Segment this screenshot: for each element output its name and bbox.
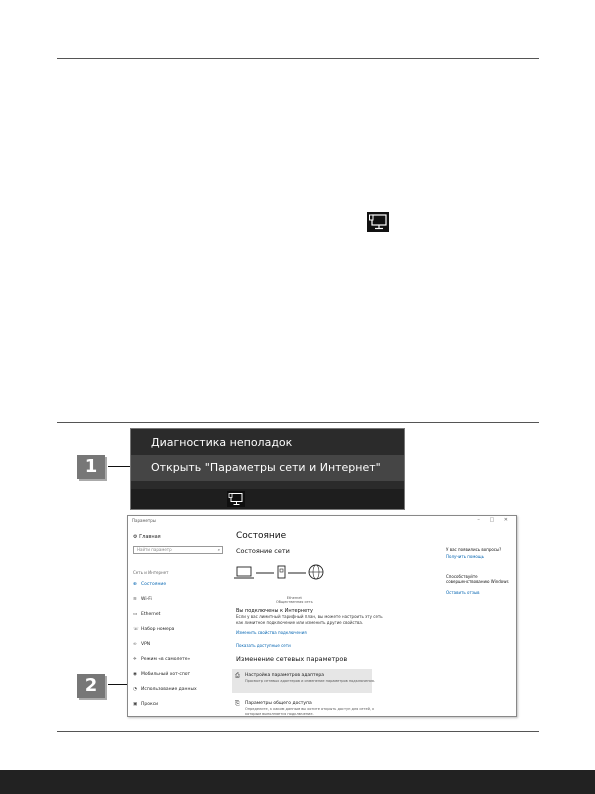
search-icon: ⌕ (217, 547, 220, 552)
feedback-link[interactable]: Оставить отзыв (446, 590, 480, 595)
help-heading: У вас появились вопросы? (446, 547, 502, 552)
sidebar-item-label: Ethernet (141, 612, 161, 617)
step-badge-2: 2 (77, 674, 105, 698)
section-rule-top (57, 422, 539, 423)
change-properties-link[interactable]: Изменить свойства подключения (236, 630, 307, 635)
sidebar-item-airplane[interactable] (133, 657, 190, 662)
network-diagram (234, 563, 334, 597)
globe-icon: ⊕ (133, 582, 137, 587)
vpn-icon: ∞ (133, 642, 137, 647)
sidebar-item-label: Использование данных (141, 687, 197, 692)
wifi-icon: ≋ (133, 597, 137, 602)
network-tray-icon[interactable] (227, 491, 245, 507)
taskbar (131, 489, 404, 509)
footer-bar (0, 770, 595, 794)
menu-item-troubleshoot[interactable]: Диагностика неполадок (151, 436, 293, 449)
sidebar-item-hotspot[interactable] (133, 672, 190, 677)
get-help-link[interactable]: Получить помощь (446, 554, 484, 559)
connected-heading: Вы подключены к Интернету (236, 608, 314, 614)
menu-item-open-settings[interactable]: Открыть "Параметры сети и Интернет" (131, 455, 404, 481)
sidebar-item-ethernet[interactable] (133, 612, 160, 617)
sidebar-item-dialup[interactable] (133, 627, 174, 632)
settings-window (127, 515, 517, 717)
connected-text: Если у вас лимитный тарифный план, вы можете настроить эту сеть как лимитное подключение или изменить другие свойства. (236, 614, 383, 625)
window-controls[interactable]: – □ ✕ (477, 517, 512, 523)
router-icon (278, 566, 285, 578)
ethernet-name: Ethernet (286, 596, 302, 600)
network-icon (367, 212, 389, 232)
sidebar-item-label: VPN (141, 642, 151, 647)
sidebar-item-label: Прокси (141, 702, 159, 707)
search-input[interactable] (133, 546, 223, 554)
sidebar-item-status[interactable] (133, 582, 166, 587)
nav-home-label: Главная (139, 534, 161, 540)
sidebar-item-label: Мобильный хот-спот (141, 672, 191, 677)
globe-icon (309, 565, 323, 579)
sidebar-item-data-usage[interactable] (133, 687, 197, 692)
ethernet-icon: ▭ (133, 612, 138, 617)
sidebar-item-label: Режим «в самолете» (141, 657, 191, 662)
laptop-icon (234, 567, 254, 578)
data-usage-icon: ◔ (133, 687, 137, 692)
sidebar-item-label: Wi-Fi (141, 597, 152, 602)
search-placeholder: Найти параметр (137, 547, 172, 552)
step-badge-1: 1 (77, 455, 105, 479)
section-rule-bottom (57, 731, 539, 732)
adapter-icon: ⎙ (235, 672, 240, 679)
sidebar-item-proxy[interactable] (133, 702, 158, 707)
top-rule (57, 58, 539, 59)
window-title: Параметры (132, 518, 156, 523)
gear-icon: ⚙ (133, 534, 138, 540)
sidebar-item-vpn[interactable] (133, 642, 150, 647)
network-context-menu (130, 428, 405, 510)
airplane-icon: ✈ (133, 657, 137, 662)
sidebar-item-label: Состояние (141, 582, 167, 587)
adapter-option-desc: Просмотр сетевых адаптеров и изменение параметров подключения. (245, 679, 375, 683)
dialup-icon: ☏ (133, 627, 139, 632)
hotspot-icon: ◉ (133, 672, 137, 677)
improve-heading: Способствуйте совершенствованию Windows (446, 574, 509, 584)
adapter-option-title[interactable]: Настройка параметров адаптера (245, 673, 325, 678)
network-status-heading: Состояние сети (236, 547, 290, 555)
nav-home[interactable] (133, 534, 161, 540)
change-settings-heading: Изменение сетевых параметров (236, 655, 348, 663)
sidebar-item-label: Набор номера (141, 627, 175, 632)
sidebar-item-wifi[interactable] (133, 597, 152, 602)
ethernet-label (276, 596, 313, 604)
page-title: Состояние (236, 531, 287, 541)
sharing-option-title[interactable]: Параметры общего доступа (245, 701, 312, 706)
sharing-icon: ⎘ (235, 700, 240, 707)
network-type: Общественная сеть (276, 600, 313, 604)
nav-category: Сеть и Интернет (133, 570, 169, 575)
sharing-option-desc: Определите, к каким данным вы хотите открыть доступ для сетей, к которым выполняется подключение. (245, 707, 375, 716)
show-networks-link[interactable]: Показать доступные сети (236, 643, 291, 648)
proxy-icon: ▣ (133, 702, 138, 707)
